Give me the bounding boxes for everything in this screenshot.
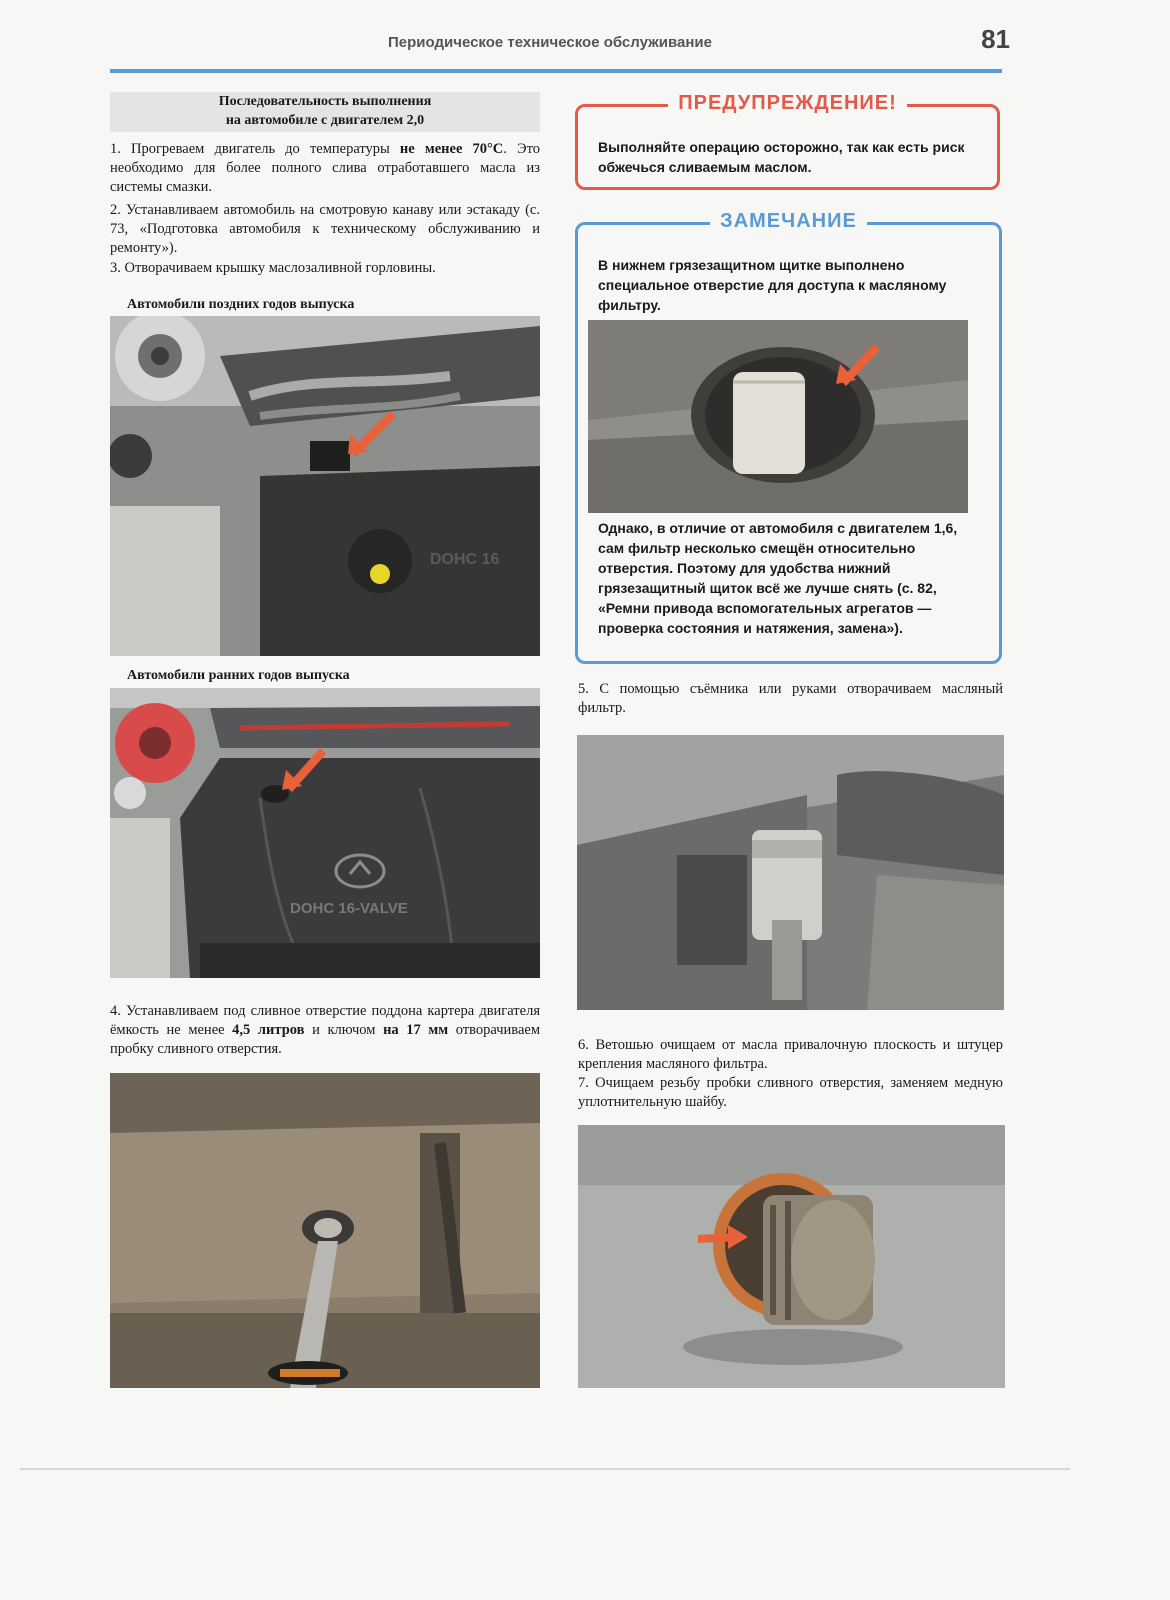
warning-text: Выполняйте операцию осторожно, так как есть риск обжечься сливаемым маслом.	[598, 139, 965, 175]
step-4-text-mid: и ключом	[304, 1022, 384, 1038]
photo-filter-access-hole	[588, 320, 968, 513]
step-5: 5. С помощью съёмника или руками отворачиваем масляный фильтр.	[578, 681, 1003, 716]
step-4-text: 4. Устанавливаем под сливное отверстие поддона картера двигателя ёмкость не менее	[110, 1003, 540, 1038]
header-rule	[110, 69, 1002, 73]
section-heading-line1: Последовательность выполнения	[218, 94, 432, 109]
step-1	[110, 140, 540, 197]
engine-cover-label-early: DOHC 16-VALVE	[290, 900, 408, 917]
step-3: 3. Отворачиваем крышку маслозаливной горловины.	[110, 260, 436, 276]
warning-box	[575, 92, 1000, 190]
note-text-1: В нижнем грязезащитном щитке выполнено специальное отверстие для доступа к масляному фильтру.	[598, 257, 947, 313]
caption-early-models: Автомобили ранних годов выпуска	[127, 668, 350, 683]
photo-drain-plug-wrench	[110, 1073, 540, 1388]
photo-oil-filter	[577, 735, 1004, 1010]
caption-late-models: Автомобили поздних годов выпуска	[127, 297, 355, 312]
page-header-title: Периодическое техническое обслуживание	[388, 34, 712, 51]
warning-title: ПРЕДУПРЕЖДЕНИЕ!	[668, 92, 907, 114]
step-4-bold-volume: 4,5 литров	[232, 1022, 305, 1038]
step-6: 6. Ветошью очищаем от масла привалочную плоскость и штуцер крепления масляного фильтра.	[578, 1037, 1003, 1072]
step-4	[110, 1002, 540, 1059]
step-1-text-end: . Это необходимо для более полного слива отработавшего масла из системы смазки.	[110, 141, 541, 195]
section-heading-line2: на автомобиле с двигателем 2,0	[225, 113, 425, 128]
step-4-text-end: отворачиваем пробку сливного отверстия.	[110, 1022, 540, 1057]
step-7: 7. Очищаем резьбу пробки сливного отверстия, заменяем медную уплотнительную шайбу.	[578, 1075, 1003, 1110]
note-box	[575, 210, 1002, 664]
photo-engine-early	[110, 688, 540, 978]
step-2: 2. Устанавливаем автомобиль на смотровую канаву или эстакаду (с. 73, «Подготовка автомобиля к техническому обслуживанию и ремонту»).	[110, 202, 540, 256]
section-heading	[110, 92, 540, 132]
note-title: ЗАМЕЧАНИЕ	[710, 210, 867, 232]
photo-drain-plug-washer	[578, 1125, 1005, 1388]
photo-engine-late	[110, 316, 540, 656]
step-1-text: 1. Прогреваем двигатель до температуры	[110, 141, 400, 157]
step-1-bold: не менее 70°С	[399, 141, 504, 157]
engine-cover-label-late: DOHC 16	[430, 551, 500, 568]
note-text-2: Однако, в отличие от автомобиля с двигателем 1,6, сам фильтр несколько смещён относительно отверстия. Поэтому для удобства нижний грязезащитный щиток всё же лучше снять (с. 82, «Ремни привода вспомогательных агрегатов — проверка состояния и натяжения, замена»).	[598, 520, 958, 636]
page-edge	[20, 1468, 1070, 1470]
page-number: 81	[981, 24, 1010, 54]
step-4-bold-wrench: на 17 мм	[383, 1022, 449, 1038]
